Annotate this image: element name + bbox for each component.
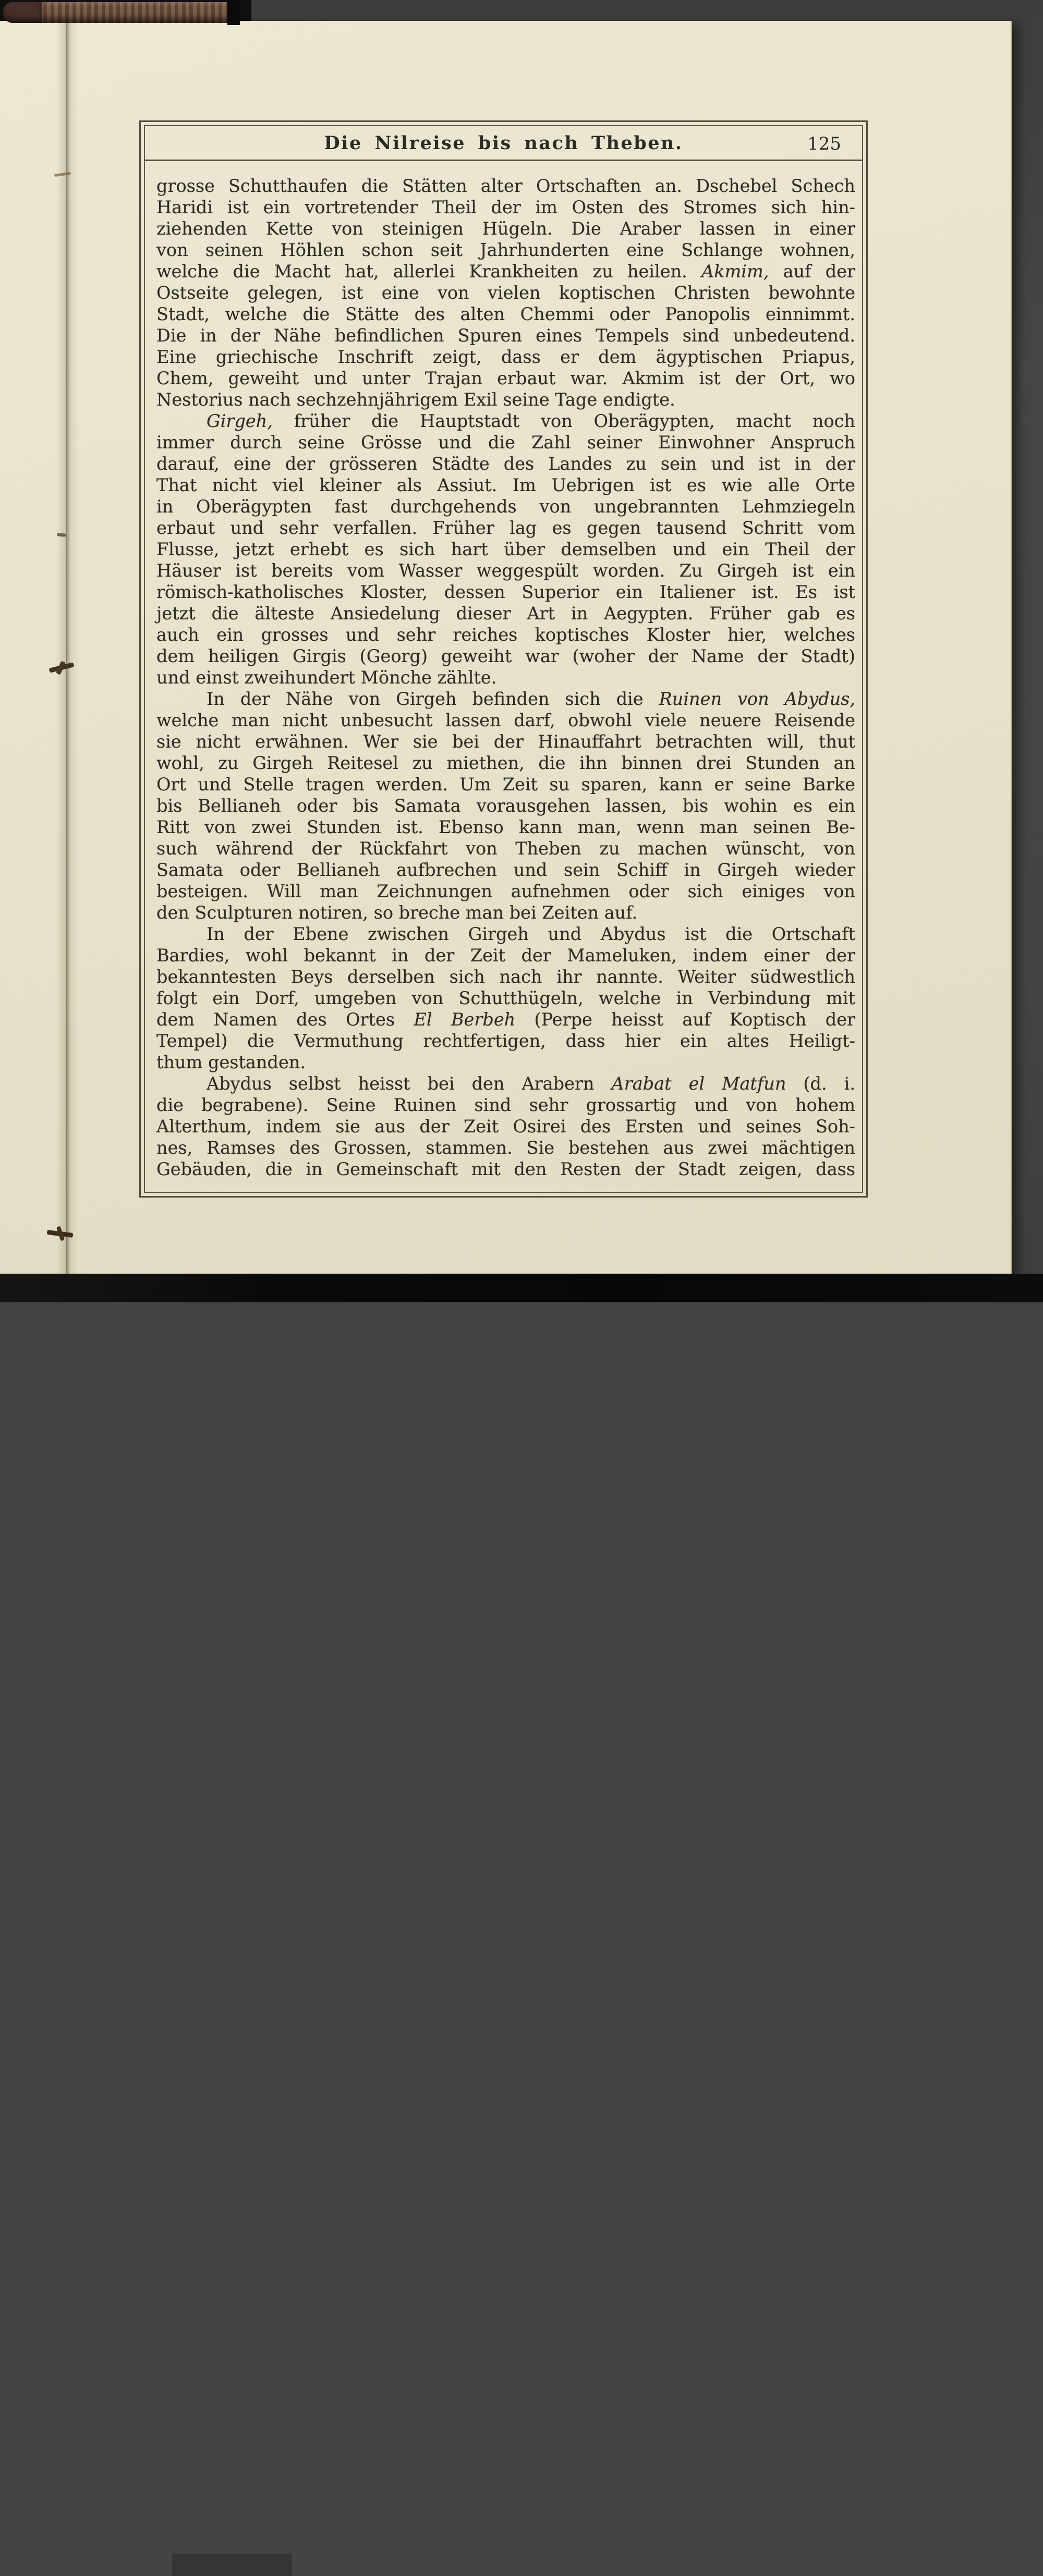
text-line: Abydus selbst heisst bei den Arabern Arabat el Matfun (d. i.	[207, 1073, 856, 1094]
text-line: Ritt von zwei Stunden ist. Ebenso kann man, wenn man seinen Be-	[156, 817, 855, 837]
text-line: That nicht viel kleiner als Assiut. Im Uebrigen ist es wie alle Orte	[156, 475, 855, 495]
text-line: Samata oder Bellianeh aufbrechen und sein Schiff in Girgeh wieder	[156, 860, 855, 880]
text-line: Alterthum, indem sie aus der Zeit Osirei des Ersten und seines Soh-	[156, 1116, 855, 1137]
text-line: Häuser ist bereits vom Wasser weggespült worden. Zu Girgeh ist ein	[156, 560, 855, 581]
text-line: dem heiligen Girgis (Georg) geweiht war (woher der Name der Stadt)	[156, 646, 855, 666]
text-line: von seinen Höhlen schon seit Jahrhunderten eine Schlange wohnen,	[156, 240, 855, 260]
scan-background-bottom	[0, 1274, 1043, 1302]
text-line: erbaut und sehr verfallen. Früher lag es gegen tausend Schritt vom	[156, 518, 855, 538]
text-line: den Sculpturen notiren, so breche man bei Zeiten auf.	[156, 902, 638, 923]
text-line: thum gestanden.	[156, 1052, 306, 1072]
text-line: ziehenden Kette von steinigen Hügeln. Die Araber lassen in einer	[156, 218, 855, 239]
text-line: welche die Macht hat, allerlei Krankheiten zu heilen. Akmim, auf der	[156, 261, 855, 282]
text-line: bis Bellianeh oder bis Samata vorausgehen lassen, bis wohin es ein	[156, 796, 855, 816]
text-line: dem Namen des Ortes El Berbeh (Perpe heisst auf Koptisch der	[156, 1009, 855, 1030]
text-line: grosse Schutthaufen die Stätten alter Ortschaften an. Dschebel Schech	[156, 176, 855, 196]
text-line: Flusse, jetzt erhebt es sich hart über demselben und ein Theil der	[156, 539, 855, 559]
text-line: und einst zweihundert Mönche zählte.	[156, 667, 497, 688]
text-line: Stadt, welche die Stätte des alten Chemmi oder Panopolis einnimmt.	[156, 304, 855, 324]
page-frame-inner	[144, 125, 863, 1193]
book-headband	[3, 2, 239, 23]
text-line: bekanntesten Beys derselben sich nach ihr nannte. Weiter südwestlich	[156, 967, 855, 987]
text-line: besteigen. Will man Zeichnungen aufnehmen oder sich einiges von	[156, 881, 855, 901]
page-frame	[139, 120, 868, 1198]
text-line: Gebäuden, die in Gemeinschaft mit den Resten der Stadt zeigen, dass	[156, 1159, 855, 1179]
headband-end-cap	[3, 2, 42, 23]
text-line: römisch-katholisches Kloster, dessen Superior ein Italiener ist. Es ist	[156, 582, 855, 602]
text-line: auch ein grosses und sehr reiches koptisches Kloster hier, welches	[156, 625, 855, 645]
text-line: folgt ein Dorf, umgeben von Schutthügeln, welche in Verbindung mit	[156, 988, 855, 1008]
text-line: welche man nicht unbesucht lassen darf, obwohl viele neuere Reisende	[156, 710, 855, 730]
text-line: in Oberägypten fast durchgehends von ungebrannten Lehmziegeln	[156, 496, 855, 517]
text-line: Die in der Nähe befindlichen Spuren eines Tempels sind unbedeutend.	[156, 325, 855, 346]
text-line: wohl, zu Girgeh Reitesel zu miethen, die ihn binnen drei Stunden an	[156, 753, 855, 773]
text-line: Haridi ist ein vortretender Theil der im Osten des Stromes sich hin-	[156, 197, 855, 217]
text-line: Girgeh, früher die Hauptstadt von Oberägypten, macht noch	[207, 411, 855, 431]
text-line: nes, Ramses des Grossen, stammen. Sie bestehen aus zwei mächtigen	[156, 1138, 855, 1158]
text-line: In der Nähe von Girgeh befinden sich die Ruinen von Abydus,	[207, 689, 856, 709]
page	[0, 21, 1012, 1274]
header-title: Die Nilreise bis nach Theben.	[324, 132, 683, 154]
text-line: immer durch seine Grösse und die Zahl seiner Einwohner Anspruch	[156, 432, 855, 453]
page-number: 125	[807, 133, 841, 154]
text-line: Ostseite gelegen, ist eine von vielen koptischen Christen bewohnte	[156, 283, 855, 303]
text-line: jetzt die älteste Ansiedelung dieser Art in Aegypten. Früher gab es	[156, 603, 855, 624]
text-line: In der Ebene zwischen Girgeh und Abydus ist die Ortschaft	[207, 924, 855, 944]
text-line: Tempel) die Vermuthung rechtfertigen, dass hier ein altes Heiligt-	[156, 1031, 855, 1051]
text-line: Ort und Stelle tragen werden. Um Zeit su sparen, kann er seine Barke	[156, 774, 855, 795]
page-header	[145, 126, 862, 161]
text-line: sie nicht erwähnen. Wer sie bei der Hinauffahrt betrachten will, thut	[156, 731, 855, 752]
text-body	[156, 175, 855, 1180]
gutter-crease	[66, 21, 67, 1274]
text-line: Nestorius nach sechzehnjährigem Exil seine Tage endigte.	[156, 389, 675, 410]
text-line: such während der Rückfahrt von Theben zu machen wünscht, von	[156, 838, 855, 859]
headband-notch	[227, 0, 240, 25]
text-line: Bardies, wohl bekannt in der Zeit der Mameluken, indem einer der	[156, 945, 855, 966]
text-line: Eine griechische Inschrift zeigt, dass er dem ägyptischen Priapus,	[156, 347, 855, 367]
text-line: darauf, eine der grösseren Städte des Landes zu sein und ist in der	[156, 454, 855, 474]
text-line: die begrabene). Seine Ruinen sind sehr grossartig und von hohem	[156, 1095, 855, 1115]
text-line: Chem, geweiht und unter Trajan erbaut war. Akmim ist der Ort, wo	[156, 368, 855, 388]
page-gutter	[56, 21, 79, 1274]
table-surface-patch	[172, 2554, 292, 2576]
